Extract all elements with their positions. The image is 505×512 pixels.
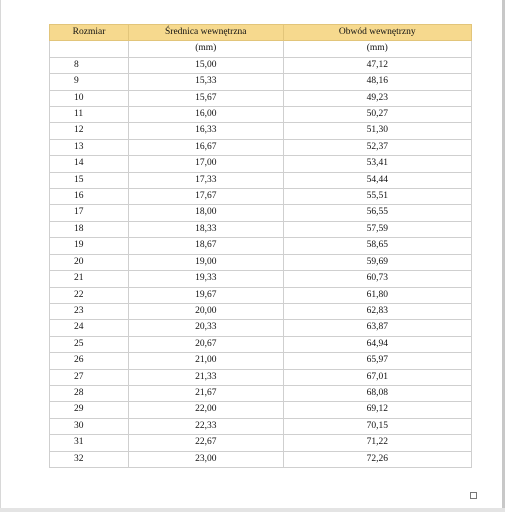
header-size: Rozmiar	[50, 25, 129, 41]
cell-size: 32	[50, 451, 129, 467]
table-row	[50, 221, 472, 237]
cell-inner-diameter: 20,00	[129, 303, 283, 319]
table-row	[50, 238, 472, 254]
cell-inner-circumference: 49,23	[283, 90, 472, 106]
cell-inner-circumference: 52,37	[283, 139, 472, 155]
cell-size: 24	[50, 320, 129, 336]
cell-inner-diameter: 21,33	[129, 369, 283, 385]
cell-inner-diameter: 18,67	[129, 238, 283, 254]
table-row	[50, 369, 472, 385]
table-row	[50, 139, 472, 155]
cell-inner-circumference: 62,83	[283, 303, 472, 319]
cell-inner-circumference: 69,12	[283, 402, 472, 418]
table-row	[50, 90, 472, 106]
table-row	[50, 435, 472, 451]
cell-inner-circumference: 72,26	[283, 451, 472, 467]
table-row	[50, 402, 472, 418]
cell-inner-circumference: 54,44	[283, 172, 472, 188]
cell-inner-diameter: 19,33	[129, 271, 283, 287]
header-inner-circumference: Obwód wewnętrzny	[283, 25, 472, 41]
cell-size: 23	[50, 303, 129, 319]
table-row	[50, 353, 472, 369]
cell-inner-circumference: 59,69	[283, 254, 472, 270]
cell-inner-diameter: 15,33	[129, 74, 283, 90]
cell-size: 29	[50, 402, 129, 418]
cell-inner-circumference: 53,41	[283, 156, 472, 172]
cell-inner-diameter: 19,00	[129, 254, 283, 270]
table-row	[50, 287, 472, 303]
cell-inner-diameter: 15,00	[129, 57, 283, 73]
cell-inner-diameter: 19,67	[129, 287, 283, 303]
table-row	[50, 156, 472, 172]
table-row	[50, 320, 472, 336]
cell-inner-diameter: 20,67	[129, 336, 283, 352]
cell-size: 16	[50, 189, 129, 205]
header-inner-diameter: Średnica wewnętrzna	[129, 25, 283, 41]
cell-size: 12	[50, 123, 129, 139]
cell-inner-diameter: 18,33	[129, 221, 283, 237]
table-row	[50, 385, 472, 401]
cell-inner-circumference: 71,22	[283, 435, 472, 451]
table-row	[50, 74, 472, 90]
cell-size: 25	[50, 336, 129, 352]
table-row	[50, 205, 472, 221]
table-header-row	[50, 25, 472, 41]
cell-size: 19	[50, 238, 129, 254]
cell-size: 28	[50, 385, 129, 401]
cell-size: 13	[50, 139, 129, 155]
cell-size: 27	[50, 369, 129, 385]
table-body	[50, 57, 472, 467]
unit-size	[50, 41, 129, 57]
cell-inner-diameter: 22,33	[129, 418, 283, 434]
cell-inner-circumference: 47,12	[283, 57, 472, 73]
table-row	[50, 123, 472, 139]
cell-size: 17	[50, 205, 129, 221]
table-row	[50, 189, 472, 205]
cell-inner-circumference: 67,01	[283, 369, 472, 385]
cell-size: 18	[50, 221, 129, 237]
cell-inner-circumference: 68,08	[283, 385, 472, 401]
cell-inner-diameter: 18,00	[129, 205, 283, 221]
table-row	[50, 336, 472, 352]
cell-inner-circumference: 63,87	[283, 320, 472, 336]
cell-size: 30	[50, 418, 129, 434]
cell-size: 26	[50, 353, 129, 369]
unit-inner-circumference: (mm)	[283, 41, 472, 57]
table-row	[50, 451, 472, 467]
cell-inner-circumference: 60,73	[283, 271, 472, 287]
cell-inner-diameter: 17,00	[129, 156, 283, 172]
cell-inner-circumference: 48,16	[283, 74, 472, 90]
table-row	[50, 172, 472, 188]
cell-size: 31	[50, 435, 129, 451]
table-row	[50, 271, 472, 287]
cell-size: 22	[50, 287, 129, 303]
table-row	[50, 303, 472, 319]
cell-inner-circumference: 70,15	[283, 418, 472, 434]
cell-size: 21	[50, 271, 129, 287]
cell-size: 15	[50, 172, 129, 188]
table-row	[50, 418, 472, 434]
cell-inner-circumference: 50,27	[283, 107, 472, 123]
cell-inner-diameter: 16,67	[129, 139, 283, 155]
table-row	[50, 107, 472, 123]
cell-inner-diameter: 22,00	[129, 402, 283, 418]
cell-inner-diameter: 17,67	[129, 189, 283, 205]
cell-size: 14	[50, 156, 129, 172]
cell-inner-circumference: 57,59	[283, 221, 472, 237]
cell-inner-diameter: 21,00	[129, 353, 283, 369]
cell-size: 9	[50, 74, 129, 90]
cell-inner-diameter: 20,33	[129, 320, 283, 336]
cell-inner-diameter: 15,67	[129, 90, 283, 106]
cell-inner-circumference: 56,55	[283, 205, 472, 221]
cell-inner-circumference: 61,80	[283, 287, 472, 303]
cell-inner-circumference: 51,30	[283, 123, 472, 139]
cell-inner-circumference: 55,51	[283, 189, 472, 205]
table-units-row	[50, 41, 472, 57]
cell-inner-circumference: 58,65	[283, 238, 472, 254]
cell-inner-circumference: 65,97	[283, 353, 472, 369]
ring-size-table	[49, 24, 472, 468]
cell-inner-diameter: 16,33	[129, 123, 283, 139]
table-row	[50, 57, 472, 73]
table-resize-handle[interactable]	[470, 492, 477, 499]
cell-size: 8	[50, 57, 129, 73]
page-bottom-edge	[0, 508, 505, 512]
cell-inner-diameter: 23,00	[129, 451, 283, 467]
unit-inner-diameter: (mm)	[129, 41, 283, 57]
cell-inner-diameter: 16,00	[129, 107, 283, 123]
cell-size: 10	[50, 90, 129, 106]
cell-size: 11	[50, 107, 129, 123]
cell-inner-circumference: 64,94	[283, 336, 472, 352]
table-row	[50, 254, 472, 270]
cell-size: 20	[50, 254, 129, 270]
cell-inner-diameter: 17,33	[129, 172, 283, 188]
cell-inner-diameter: 21,67	[129, 385, 283, 401]
cell-inner-diameter: 22,67	[129, 435, 283, 451]
